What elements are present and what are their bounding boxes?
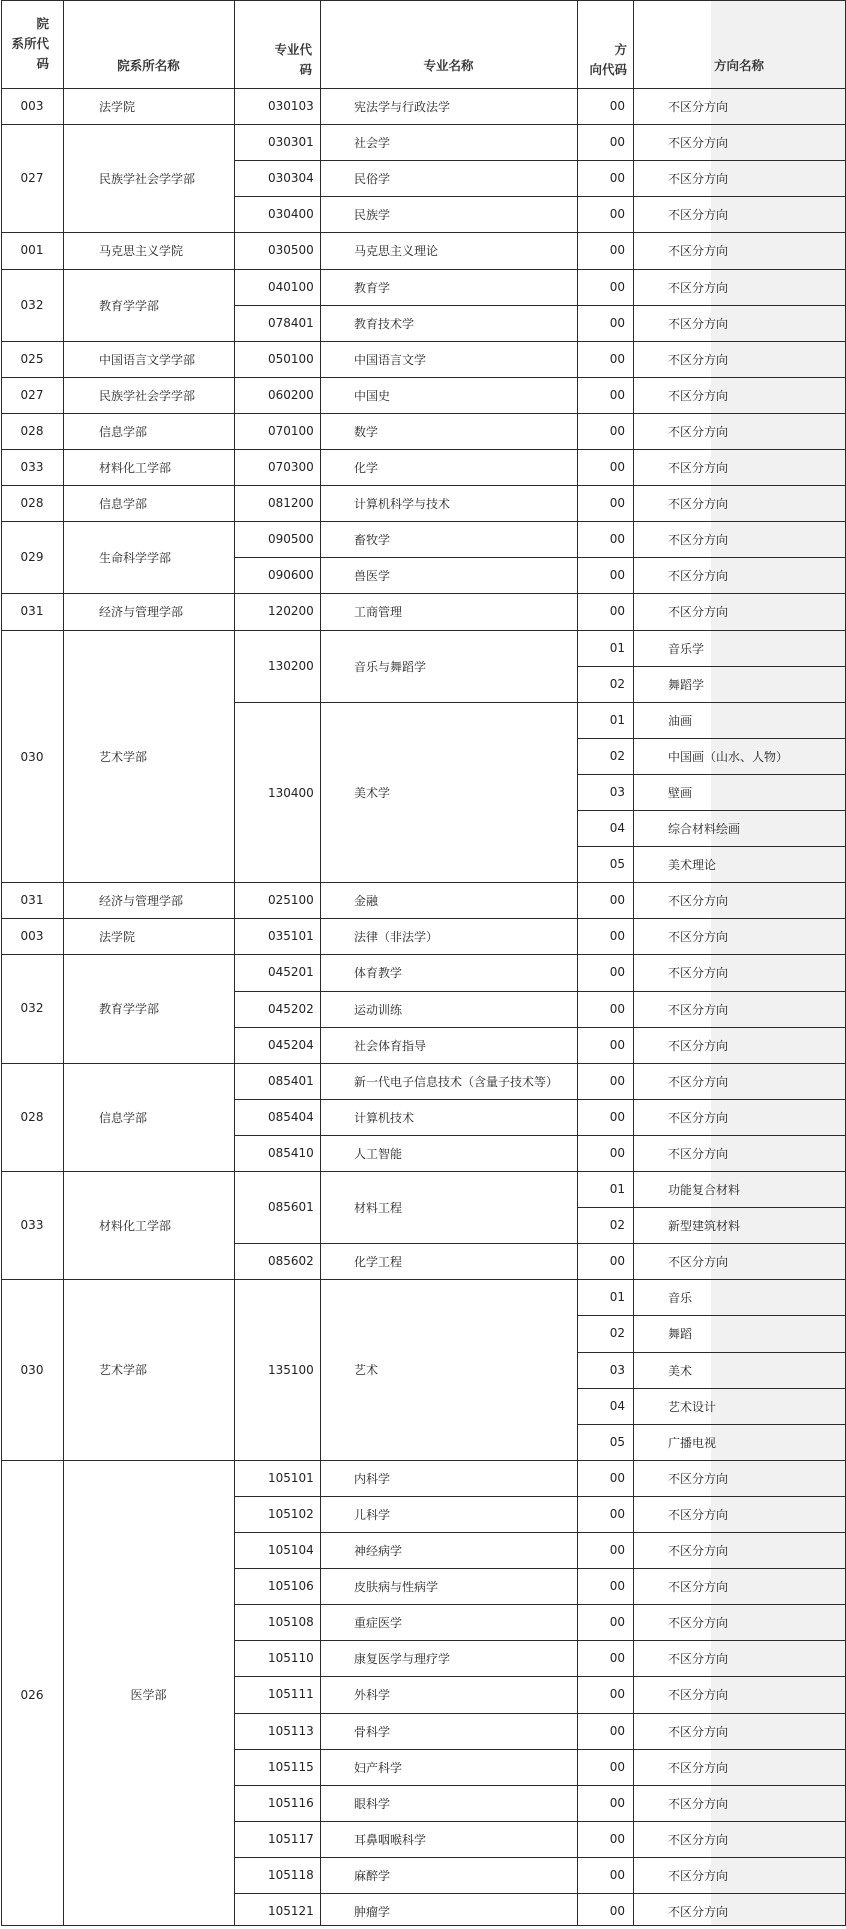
- direction-code: 00: [609, 1146, 625, 1160]
- direction-name: 不区分方向: [668, 496, 729, 511]
- major-code: 050100: [268, 352, 314, 366]
- dept-code: 028: [20, 1110, 44, 1124]
- direction-name: 壁画: [668, 785, 693, 800]
- direction-code: 00: [609, 1471, 625, 1485]
- direction-name: 不区分方向: [668, 1110, 729, 1125]
- major-name: 社会体育指导: [354, 1038, 427, 1053]
- major-code: 105117: [268, 1832, 314, 1846]
- dept-code: 032: [20, 1001, 44, 1015]
- major-code: 105102: [268, 1507, 314, 1521]
- dept-code: 028: [20, 424, 44, 438]
- major-code: 085410: [268, 1146, 314, 1160]
- dept-code: 027: [20, 388, 44, 402]
- direction-code: 02: [609, 677, 625, 691]
- direction-code: 05: [609, 1435, 625, 1449]
- major-code: 105118: [268, 1868, 314, 1882]
- dept-code: 031: [20, 893, 44, 907]
- dept-name: 经济与管理学部: [99, 893, 184, 908]
- dept-name: 民族学社会学学部: [99, 171, 196, 186]
- major-code: 025100: [268, 893, 314, 907]
- major-name: 耳鼻咽喉科学: [354, 1832, 427, 1847]
- header-dir-name: 方向名称: [713, 58, 764, 73]
- header-dept-code: 院 系所代 码: [11, 16, 49, 71]
- direction-code: 00: [609, 1796, 625, 1810]
- direction-name: 不区分方向: [668, 388, 729, 403]
- dept-code: 031: [20, 604, 44, 618]
- major-name: 材料工程: [354, 1200, 403, 1215]
- dept-name: 教育学学部: [99, 1001, 160, 1016]
- direction-code: 00: [609, 893, 625, 907]
- direction-code: 00: [609, 243, 625, 257]
- major-name: 金融: [354, 893, 379, 908]
- major-code: 085404: [268, 1110, 314, 1124]
- direction-name: 中国画（山水、人物）: [668, 749, 789, 764]
- dept-code: 028: [20, 496, 44, 510]
- direction-code: 00: [609, 965, 625, 979]
- dept-code: 025: [20, 352, 44, 366]
- direction-name: 不区分方向: [668, 1074, 729, 1089]
- major-code: 105111: [268, 1687, 314, 1701]
- table-rule: [1, 0, 846, 1]
- dept-code: 033: [20, 460, 44, 474]
- dept-name: 艺术学部: [99, 1363, 148, 1377]
- major-name: 宪法学与行政法学: [354, 99, 451, 114]
- direction-code: 01: [609, 1182, 625, 1196]
- major-name: 音乐与舞蹈学: [354, 659, 427, 674]
- major-name: 美术学: [354, 786, 391, 800]
- direction-name: 不区分方向: [668, 965, 729, 980]
- direction-code: 00: [609, 1615, 625, 1629]
- dept-name: 经济与管理学部: [99, 604, 184, 619]
- direction-code: 00: [609, 1110, 625, 1124]
- header-dir-code: 方 向代码: [589, 42, 627, 77]
- direction-name: 不区分方向: [668, 1832, 729, 1847]
- direction-code: 00: [609, 424, 625, 438]
- major-code: 130400: [268, 785, 314, 800]
- dept-name: 信息学部: [99, 1110, 148, 1125]
- direction-name: 美术理论: [668, 857, 717, 872]
- dept-code: 001: [20, 243, 44, 257]
- major-name: 中国史: [354, 388, 391, 403]
- direction-code: 00: [609, 207, 625, 221]
- direction-code: 01: [609, 1290, 625, 1304]
- direction-name: 不区分方向: [668, 1507, 729, 1522]
- major-code: 035101: [268, 929, 314, 943]
- dept-code: 030: [20, 1362, 44, 1377]
- table-rule: [633, 0, 634, 1926]
- major-code: 045202: [268, 1002, 314, 1016]
- direction-code: 00: [609, 604, 625, 618]
- major-name: 肿瘤学: [354, 1904, 391, 1919]
- dept-name: 材料化工学部: [99, 460, 172, 475]
- major-code: 078401: [268, 316, 314, 330]
- major-code: 105106: [268, 1579, 314, 1593]
- direction-code: 00: [609, 496, 625, 510]
- direction-code: 00: [609, 568, 625, 582]
- direction-name: 不区分方向: [668, 352, 729, 367]
- major-code: 120200: [268, 604, 314, 618]
- direction-name: 不区分方向: [668, 1796, 729, 1811]
- major-name: 体育教学: [354, 965, 403, 980]
- major-code: 045204: [268, 1038, 314, 1052]
- direction-name: 不区分方向: [668, 460, 729, 475]
- major-name: 数学: [354, 424, 379, 439]
- direction-name: 舞蹈学: [668, 677, 705, 692]
- direction-name: 不区分方向: [668, 316, 729, 331]
- major-name: 兽医学: [354, 568, 391, 583]
- direction-name: 不区分方向: [668, 604, 729, 619]
- major-name: 神经病学: [354, 1543, 403, 1558]
- direction-name: 油画: [668, 713, 693, 728]
- major-code: 085401: [268, 1074, 314, 1088]
- direction-code: 00: [609, 1507, 625, 1521]
- direction-code: 00: [609, 1543, 625, 1557]
- direction-name: 舞蹈: [668, 1326, 693, 1341]
- major-code: 085601: [268, 1200, 314, 1214]
- dept-name: 材料化工学部: [99, 1218, 172, 1233]
- major-name: 麻醉学: [354, 1868, 391, 1883]
- major-name: 眼科学: [354, 1796, 391, 1811]
- major-name: 化学工程: [354, 1254, 403, 1269]
- direction-code: 00: [609, 1724, 625, 1738]
- direction-code: 00: [609, 460, 625, 474]
- direction-code: 00: [609, 1002, 625, 1016]
- major-name: 法律（非法学）: [354, 929, 439, 944]
- dept-name: 教育学学部: [99, 298, 160, 313]
- major-name: 皮肤病与性病学: [354, 1579, 439, 1594]
- major-code: 130200: [268, 659, 314, 673]
- direction-name: 新型建筑材料: [668, 1218, 741, 1233]
- dept-code: 027: [20, 171, 44, 185]
- direction-code: 00: [609, 388, 625, 402]
- major-name: 外科学: [354, 1687, 391, 1702]
- major-code: 105108: [268, 1615, 314, 1629]
- major-code: 030301: [268, 135, 314, 149]
- direction-code: 00: [609, 532, 625, 546]
- dept-name: 艺术学部: [99, 750, 148, 764]
- direction-code: 00: [609, 1760, 625, 1774]
- direction-name: 艺术设计: [668, 1399, 717, 1414]
- table-rule: [234, 0, 235, 1926]
- dept-name: 信息学部: [99, 424, 148, 439]
- dept-name: 生命科学学部: [99, 550, 172, 565]
- direction-name: 不区分方向: [668, 1146, 729, 1161]
- direction-code: 03: [609, 1363, 625, 1377]
- dept-code: 033: [20, 1218, 44, 1232]
- direction-code: 04: [609, 821, 625, 835]
- dept-name: 医学部: [130, 1688, 167, 1702]
- dept-name: 信息学部: [99, 496, 148, 511]
- direction-code: 00: [609, 1868, 625, 1882]
- direction-name: 不区分方向: [668, 280, 729, 295]
- major-code: 090600: [268, 568, 314, 582]
- major-code: 105110: [268, 1651, 314, 1665]
- direction-code: 00: [609, 1832, 625, 1846]
- direction-name: 不区分方向: [668, 1904, 729, 1919]
- direction-code: 00: [609, 929, 625, 943]
- direction-code: 00: [609, 1038, 625, 1052]
- direction-code: 00: [609, 1687, 625, 1701]
- direction-code: 00: [609, 1074, 625, 1088]
- direction-name: 不区分方向: [668, 1651, 729, 1666]
- direction-code: 00: [609, 171, 625, 185]
- dept-code: 026: [20, 1687, 44, 1702]
- direction-code: 05: [609, 857, 625, 871]
- major-name: 畜牧学: [354, 532, 391, 547]
- major-code: 081200: [268, 496, 314, 510]
- direction-code: 01: [609, 713, 625, 727]
- direction-name: 不区分方向: [668, 568, 729, 583]
- direction-name: 不区分方向: [668, 99, 729, 114]
- direction-code: 00: [609, 99, 625, 113]
- direction-code: 00: [609, 135, 625, 149]
- direction-name: 不区分方向: [668, 532, 729, 547]
- direction-name: 综合材料绘画: [668, 821, 741, 836]
- major-name: 社会学: [354, 135, 391, 150]
- direction-name: 不区分方向: [668, 1868, 729, 1883]
- dept-name: 中国语言文学学部: [99, 352, 196, 367]
- major-code: 105113: [268, 1724, 314, 1738]
- major-name: 康复医学与理疗学: [354, 1651, 451, 1666]
- major-code: 105101: [268, 1471, 314, 1485]
- dept-code: 029: [20, 550, 44, 564]
- major-name: 计算机科学与技术: [354, 496, 451, 511]
- major-code: 070100: [268, 424, 314, 438]
- direction-code: 03: [609, 785, 625, 799]
- dept-name: 民族学社会学学部: [99, 388, 196, 403]
- major-code: 085602: [268, 1254, 314, 1268]
- direction-code: 02: [609, 749, 625, 763]
- dept-name: 马克思主义学院: [99, 243, 184, 258]
- direction-code: 00: [609, 1651, 625, 1665]
- major-code: 040100: [268, 280, 314, 294]
- major-code: 030400: [268, 207, 314, 221]
- direction-name: 广播电视: [668, 1435, 717, 1450]
- dept-name: 法学院: [99, 929, 136, 944]
- major-code: 105116: [268, 1796, 314, 1810]
- major-name: 骨科学: [354, 1724, 391, 1739]
- major-code: 135100: [268, 1362, 314, 1377]
- major-code: 090500: [268, 532, 314, 546]
- major-name: 工商管理: [354, 604, 403, 619]
- header-major-code: 专业代 码: [274, 42, 312, 77]
- direction-name: 音乐学: [668, 641, 705, 656]
- direction-name: 音乐: [668, 1290, 693, 1305]
- major-name: 重症医学: [354, 1615, 403, 1630]
- direction-name: 功能复合材料: [668, 1182, 741, 1197]
- major-name: 计算机技术: [354, 1110, 415, 1125]
- direction-name: 不区分方向: [668, 1471, 729, 1486]
- major-name: 人工智能: [354, 1146, 403, 1161]
- major-name: 教育学: [354, 280, 391, 295]
- direction-code: 00: [609, 280, 625, 294]
- direction-code: 00: [609, 1579, 625, 1593]
- dept-code: 003: [20, 99, 44, 113]
- major-code: 105115: [268, 1760, 314, 1774]
- major-name: 艺术: [354, 1363, 379, 1377]
- direction-name: 不区分方向: [668, 1038, 729, 1053]
- direction-name: 美术: [668, 1363, 693, 1378]
- direction-name: 不区分方向: [668, 929, 729, 944]
- direction-name: 不区分方向: [668, 1254, 729, 1269]
- major-name: 内科学: [354, 1471, 391, 1486]
- direction-name: 不区分方向: [668, 207, 729, 222]
- direction-name: 不区分方向: [668, 1579, 729, 1594]
- direction-name: 不区分方向: [668, 1687, 729, 1702]
- major-code: 030304: [268, 171, 314, 185]
- direction-code: 04: [609, 1399, 625, 1413]
- direction-code: 00: [609, 1904, 625, 1918]
- major-name: 化学: [354, 460, 379, 475]
- direction-name: 不区分方向: [668, 135, 729, 150]
- direction-code: 02: [609, 1218, 625, 1232]
- direction-name: 不区分方向: [668, 1543, 729, 1558]
- header-major-name: 专业名称: [423, 58, 474, 73]
- major-code: 105104: [268, 1543, 314, 1557]
- header-dept-name: 院系所名称: [117, 58, 180, 73]
- direction-code: 00: [609, 316, 625, 330]
- major-code: 070300: [268, 460, 314, 474]
- direction-code: 00: [609, 1254, 625, 1268]
- dept-code: 003: [20, 929, 44, 943]
- direction-name: 不区分方向: [668, 893, 729, 908]
- major-code: 030500: [268, 243, 314, 257]
- major-code: 045201: [268, 965, 314, 979]
- direction-name: 不区分方向: [668, 171, 729, 186]
- table-rule: [320, 0, 321, 1926]
- major-name: 民俗学: [354, 171, 391, 186]
- major-name: 运动训练: [354, 1002, 403, 1017]
- major-name: 新一代电子信息技术（含量子技术等）: [354, 1074, 559, 1089]
- direction-name: 不区分方向: [668, 1760, 729, 1775]
- direction-name: 不区分方向: [668, 1724, 729, 1739]
- direction-code: 01: [609, 641, 625, 655]
- dept-code: 030: [20, 749, 44, 764]
- direction-name: 不区分方向: [668, 1002, 729, 1017]
- direction-name: 不区分方向: [668, 424, 729, 439]
- major-code: 060200: [268, 388, 314, 402]
- major-name: 妇产科学: [354, 1760, 403, 1775]
- major-name: 中国语言文学: [354, 352, 427, 367]
- dept-name: 法学院: [99, 99, 136, 114]
- direction-name: 不区分方向: [668, 1615, 729, 1630]
- major-name: 民族学: [354, 207, 391, 222]
- major-code: 105121: [268, 1904, 314, 1918]
- major-name: 教育技术学: [354, 316, 415, 331]
- major-code: 030103: [268, 99, 314, 113]
- direction-code: 02: [609, 1326, 625, 1340]
- major-name: 儿科学: [354, 1507, 391, 1522]
- direction-code: 00: [609, 352, 625, 366]
- major-name: 马克思主义理论: [354, 243, 439, 258]
- direction-name: 不区分方向: [668, 243, 729, 258]
- dept-code: 032: [20, 298, 44, 312]
